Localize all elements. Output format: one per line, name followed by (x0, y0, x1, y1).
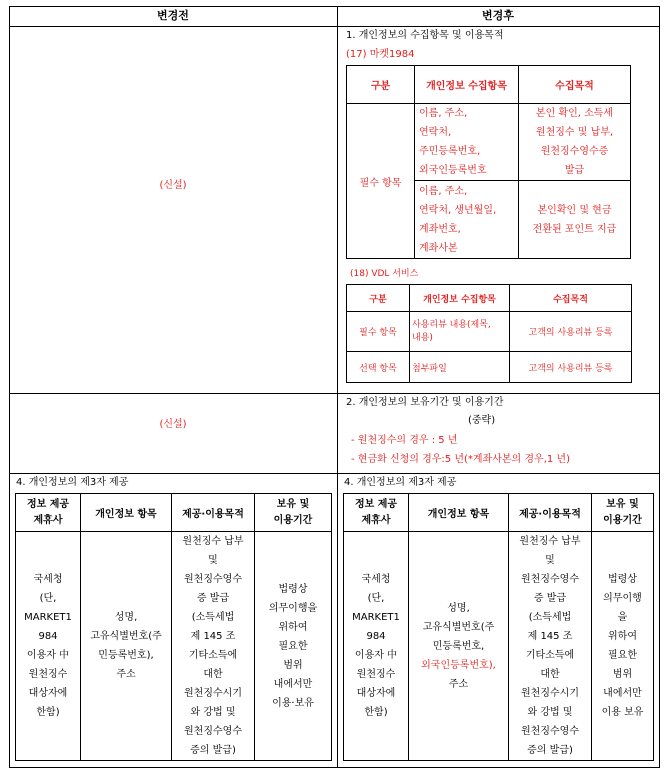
collect-cell: 이름, 주소, 연락처, 생년월일, 계좌번호, 계좌사본 (415, 181, 519, 259)
items-line: 주소 (448, 678, 469, 690)
period-cell: 법령상 의무이행을 위하여 필요한 범위 내에서만 이용·보유 (255, 532, 332, 761)
header-after: 변경후 (482, 9, 514, 22)
market-title: (17) 마켓1984 (346, 49, 415, 60)
col-purpose: 수집목적 (519, 66, 631, 104)
section-heading: 1. 개인정보의 수집항목 및 이용목적 (346, 30, 504, 41)
col-recipient: 정보 제공 제휴사 (16, 494, 81, 532)
collect-cell: 사용리뷰 내용(제목, 내용) (410, 312, 510, 352)
col-items: 개인정보 항목 (81, 494, 172, 532)
row-category: 선택 항목 (347, 352, 410, 383)
purpose-cell: 고객의 사용리뷰 등록 (510, 352, 632, 383)
period-cell: 법령상 의무이행 을 위하여 필요한 범위 내에서만 이용 보유 (592, 532, 654, 761)
third-party-table-after (343, 493, 654, 761)
vdl-title: (18) VDL 서비스 (350, 269, 419, 279)
col-period: 보유 및 이용기간 (592, 494, 654, 532)
col-collect: 개인정보 수집항목 (415, 66, 519, 104)
retention-bullet: - 원천징수의 경우 : 5 년 (351, 435, 458, 446)
section-heading: 4. 개인정보의 제3자 제공 (344, 477, 457, 488)
retention-bullet: - 현금화 신청의 경우:5 년(*계좌사본의 경우,1 년) (351, 454, 570, 465)
purpose-cell: 본인확인 및 현금 전환된 포인트 지급 (519, 181, 631, 259)
new-clause-label: (신설) (159, 180, 187, 191)
col-purpose: 수집목적 (510, 285, 632, 312)
purpose-cell: 본인 확인, 소득세 원천징수 및 납부, 원천징수영수증 발급 (519, 104, 631, 181)
col-recipient: 정보 제공 제휴사 (344, 494, 409, 532)
col-items: 개인정보 항목 (409, 494, 509, 532)
col-purpose: 제공·이용목적 (509, 494, 592, 532)
items-line: 성명, (447, 602, 470, 614)
omitted-note: (중략) (468, 415, 496, 426)
row-category: 필수 항목 (347, 104, 415, 259)
purpose-cell: 고객의 사용리뷰 등록 (510, 312, 632, 352)
vdl-collection-table (346, 284, 632, 383)
col-purpose: 제공·이용목적 (172, 494, 255, 532)
section-heading: 4. 개인정보의 제3자 제공 (16, 477, 129, 488)
items-cell (409, 532, 509, 761)
recipient-cell: 국세청 (단, MARKET1 984 이용자 中 원천징수 대상자에 한함) (16, 532, 81, 761)
purpose-cell: 원천징수 납부 및 원천징수영수 증 발급 (소득세법 제 145 조 기타소득에 대한 원천징수시기 와 강법 및 원천징수영수 증의 발급) (509, 532, 592, 761)
new-clause-label: (신설) (159, 419, 187, 430)
purpose-cell: 원천징수 납부 및 원천징수영수 증 발급 (소득세법 제 145 조 기타소득에 대한 원천징수시기 와 강법 및 원천징수영수 증의 발급) (172, 532, 255, 761)
items-cell: 성명, 고유식별번호(주 민등록번호), 주소 (81, 532, 172, 761)
items-line-added: 외국인등록번호), (421, 659, 496, 671)
col-category: 구분 (347, 285, 410, 312)
items-line: 민등록번호, (432, 640, 485, 652)
items-line: 고유식별번호(주 (422, 621, 495, 633)
col-category: 구분 (347, 66, 415, 104)
collect-cell: 첨부파일 (410, 352, 510, 383)
col-collect: 개인정보 수집항목 (410, 285, 510, 312)
market-collection-table (346, 65, 631, 259)
col-period: 보유 및 이용기간 (255, 494, 332, 532)
header-before: 변경전 (157, 9, 189, 22)
collect-cell: 이름, 주소, 연락처, 주민등록번호, 외국인등록번호 (415, 104, 519, 181)
third-party-table-before (15, 493, 332, 761)
section-heading: 2. 개인정보의 보유기간 및 이용기간 (346, 397, 504, 408)
row-category: 필수 항목 (347, 312, 410, 352)
recipient-cell: 국세청 (단, MARKET1 984 이용자 中 원천징수 대상자에 한함) (344, 532, 409, 761)
